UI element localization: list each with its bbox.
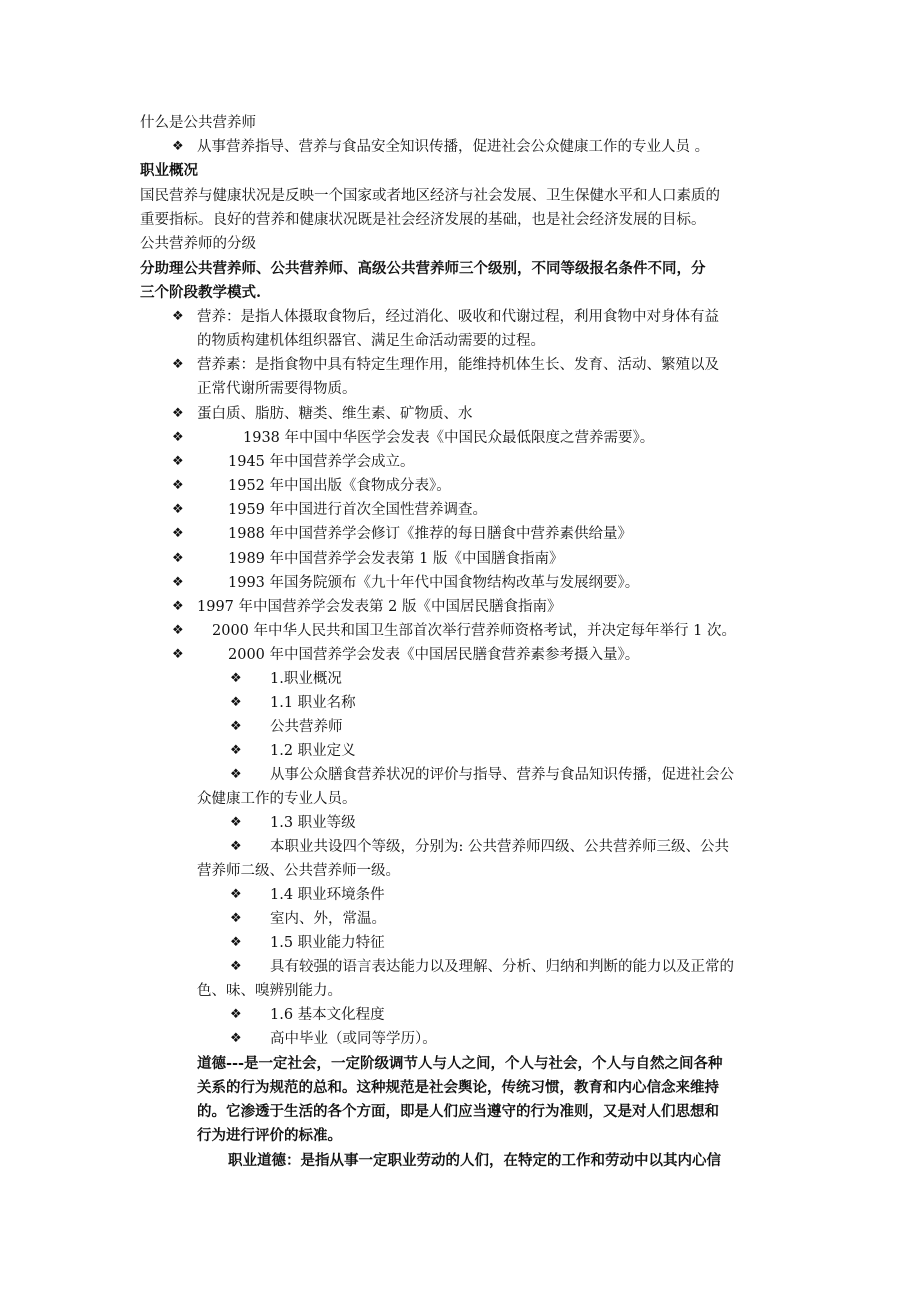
diamond-bullet-icon: ❖ (172, 430, 184, 445)
diamond-bullet-icon: ❖ (172, 647, 184, 662)
section-1-3-value-1: 本职业共设四个等级，分别为: 公共营养师四级、公共营养师三级、公共 (270, 839, 729, 855)
ethics-line-2: 关系的行为规范的总和。这种规范是社会舆论，传统习惯，教育和内心信念来维持 (197, 1079, 719, 1096)
diamond-bullet-icon: ❖ (172, 406, 184, 421)
history-1988: 1988 年中国营养学会修订《推荐的每日膳食中营养素供给量》 (228, 526, 633, 542)
diamond-bullet-icon: ❖ (230, 1031, 242, 1046)
heading-career-overview: 职业概况 (140, 162, 198, 179)
diamond-bullet-icon: ❖ (230, 1007, 242, 1022)
section-1-1-value: 公共营养师 (270, 719, 343, 735)
diamond-bullet-icon: ❖ (172, 309, 184, 324)
overview-line-1: 国民营养与健康状况是反映一个国家或者地区经济与社会发展、卫生保健水平和人口素质的 (140, 188, 720, 204)
section-1: 1.职业概况 (270, 671, 342, 687)
diamond-bullet-icon: ❖ (230, 695, 242, 710)
section-1-4-value: 室内、外，常温。 (270, 911, 386, 927)
history-1997: 1997 年中国营养学会发表第 2 版《中国居民膳食指南》 (197, 599, 562, 615)
section-1-3: 1.3 职业等级 (270, 815, 356, 831)
diamond-bullet-icon: ❖ (230, 671, 242, 686)
section-1-5: 1.5 职业能力特征 (270, 935, 385, 951)
diamond-bullet-icon: ❖ (172, 139, 184, 154)
section-1-3-value-2: 营养师二级、公共营养师一级。 (197, 863, 400, 879)
diamond-bullet-icon: ❖ (172, 575, 184, 590)
diamond-bullet-icon: ❖ (172, 599, 184, 614)
nutrient-def-2: 正常代谢所需要得物质。 (197, 381, 357, 397)
section-1-2-value-2: 众健康工作的专业人员。 (197, 791, 357, 807)
nutrient-list: 蛋白质、脂肪、糖类、维生素、矿物质、水 (197, 406, 473, 422)
diamond-bullet-icon: ❖ (172, 551, 184, 566)
grades-line-2: 三个阶段教学模式. (140, 284, 262, 301)
overview-line-2: 重要指标。良好的营养和健康状况既是社会经济发展的基础，也是社会经济发展的目标。 (140, 212, 706, 228)
diamond-bullet-icon: ❖ (172, 357, 184, 372)
section-title-what-is: 什么是公共营养师 (140, 115, 256, 131)
diamond-bullet-icon: ❖ (230, 719, 242, 734)
history-2000b: 2000 年中国营养学会发表《中国居民膳食营养素参考摄入量》。 (228, 647, 640, 663)
history-1945: 1945 年中国营养学会成立。 (228, 454, 415, 470)
grades-line-1: 分助理公共营养师、公共营养师、高级公共营养师三个级别，不同等级报名条件不同，分 (140, 260, 706, 277)
nutrition-def-2: 的物质构建机体组织器官、满足生命活动需要的过程。 (197, 333, 545, 349)
diamond-bullet-icon: ❖ (172, 623, 184, 638)
history-1989: 1989 年中国营养学会发表第 1 版《中国膳食指南》 (228, 551, 564, 567)
history-1993: 1993 年国务院颁布《九十年代中国食物结构改革与发展纲要》。 (228, 575, 640, 591)
ethics-line-3: 的。它渗透于生活的各个方面，即是人们应当遵守的行为准则，又是对人们思想和 (197, 1103, 719, 1120)
diamond-bullet-icon: ❖ (230, 839, 242, 854)
diamond-bullet-icon: ❖ (230, 887, 242, 902)
history-1938: 1938 年中国中华医学会发表《中国民众最低限度之营养需要》。 (243, 430, 655, 446)
nutrient-def-1: 营养素：是指食物中具有特定生理作用，能维持机体生长、发育、活动、繁殖以及 (197, 357, 719, 373)
nutrition-def-1: 营养：是指人体摄取食物后，经过消化、吸收和代谢过程，利用食物中对身体有益 (197, 309, 719, 325)
diamond-bullet-icon: ❖ (172, 502, 184, 517)
diamond-bullet-icon: ❖ (172, 454, 184, 469)
diamond-bullet-icon: ❖ (230, 911, 242, 926)
ethics-line-4: 行为进行评价的标准。 (197, 1127, 342, 1144)
history-1952: 1952 年中国出版《食物成分表》。 (228, 478, 451, 494)
diamond-bullet-icon: ❖ (230, 743, 242, 758)
section-1-6-value: 高中毕业（或同等学历）。 (270, 1031, 437, 1047)
diamond-bullet-icon: ❖ (230, 959, 242, 974)
section-1-4: 1.4 职业环境条件 (270, 887, 385, 903)
professional-ethics-line: 职业道德：是指从事一定职业劳动的人们，在特定的工作和劳动中以其内心信 (228, 1152, 721, 1169)
diamond-bullet-icon: ❖ (172, 478, 184, 493)
diamond-bullet-icon: ❖ (172, 526, 184, 541)
section-1-5-value-1: 具有较强的语言表达能力以及理解、分析、归纳和判断的能力以及正常的 (270, 959, 734, 975)
section-1-6: 1.6 基本文化程度 (270, 1007, 385, 1023)
definition-text: 从事营养指导、营养与食品安全知识传播，促进社会公众健康工作的专业人员 。 (197, 139, 710, 155)
diamond-bullet-icon: ❖ (230, 767, 242, 782)
history-1959: 1959 年中国进行首次全国性营养调查。 (228, 502, 488, 518)
section-1-2-value-1: 从事公众膳食营养状况的评价与指导、营养与食品知识传播，促进社会公 (270, 767, 734, 783)
history-2000a: 2000 年中华人民共和国卫生部首次举行营养师资格考试，并决定每年举行 1 次。 (212, 623, 736, 639)
ethics-line-1: 道德---是一定社会，一定阶级调节人与人之间，个人与社会，个人与自然之间各种 (197, 1055, 723, 1072)
diamond-bullet-icon: ❖ (230, 815, 242, 830)
section-1-5-value-2: 色、味、嗅辨别能力。 (197, 983, 342, 999)
heading-grades: 公共营养师的分级 (140, 236, 256, 252)
section-1-2: 1.2 职业定义 (270, 743, 356, 759)
diamond-bullet-icon: ❖ (230, 935, 242, 950)
section-1-1: 1.1 职业名称 (270, 695, 356, 711)
